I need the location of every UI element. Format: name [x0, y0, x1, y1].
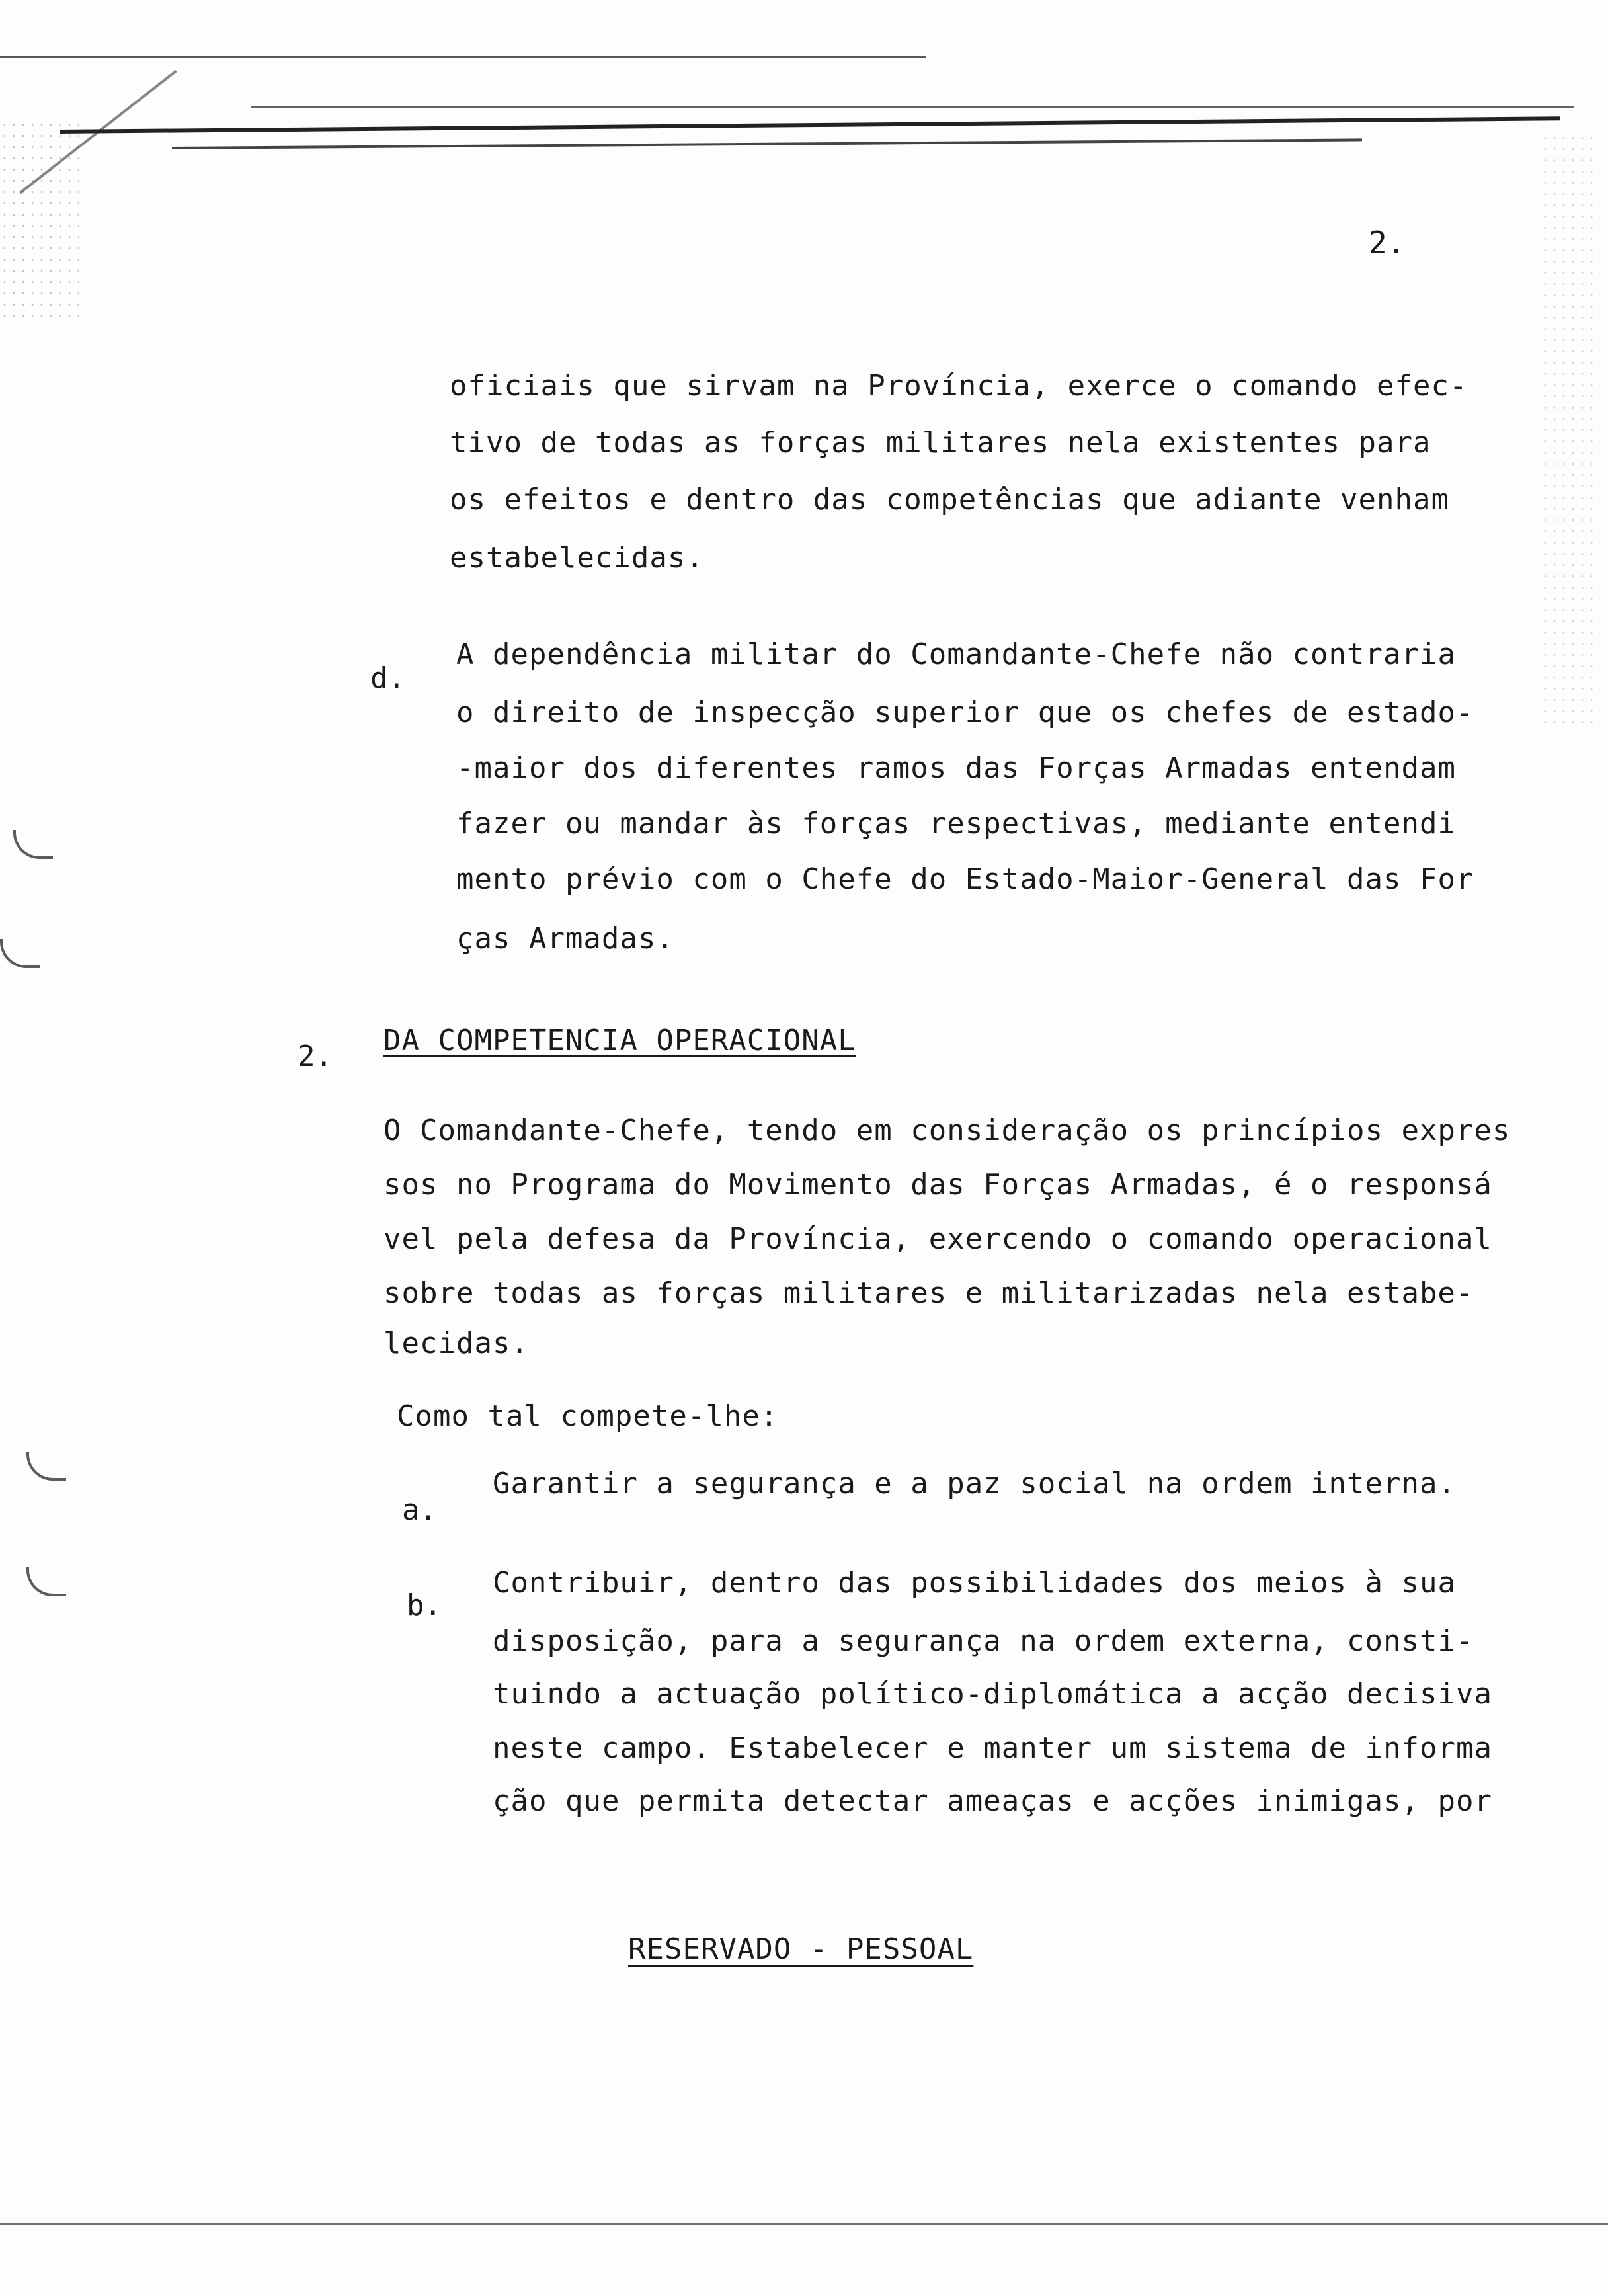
- paragraph-line: disposição, para a segurança na ordem externa, consti-: [493, 1624, 1474, 1658]
- scan-noise: [1541, 132, 1600, 727]
- section-number: 2.: [298, 1040, 333, 1073]
- paragraph-line: estabelecidas.: [450, 541, 704, 575]
- paragraph-line: oficiais que sirvam na Província, exerce o comando efec-: [450, 369, 1468, 403]
- paragraph-line: mento prévio com o Chefe do Estado-Maior-General das For: [456, 862, 1474, 896]
- paragraph-line: tivo de todas as forças militares nela existentes para: [450, 426, 1431, 460]
- item-marker: b.: [407, 1588, 442, 1622]
- scan-edge-line: [172, 138, 1362, 149]
- paragraph-line: -maior dos diferentes ramos das Forças Armadas entendam: [456, 751, 1456, 785]
- paragraph-line: fazer ou mandar às forças respectivas, mediante entendi: [456, 807, 1456, 840]
- paragraph-line: Contribuir, dentro das possibilidades dos meios à sua: [493, 1566, 1456, 1600]
- paragraph-line: vel pela defesa da Província, exercendo o comando operacional: [383, 1222, 1492, 1256]
- scan-edge-line: [60, 116, 1560, 134]
- punch-hole-mark: [26, 1567, 66, 1596]
- scan-noise: [0, 119, 79, 317]
- paragraph-line: A dependência militar do Comandante-Chefe não contraria: [456, 637, 1456, 671]
- paragraph-line: tuindo a actuação político-diplomática a acção decisiva: [493, 1677, 1492, 1711]
- punch-hole-mark: [26, 1452, 66, 1481]
- paragraph-line: ças Armadas.: [456, 922, 674, 956]
- page-number: 2.: [1369, 225, 1406, 261]
- paragraph-line: lecidas.: [383, 1327, 529, 1360]
- scan-edge-line: [251, 106, 1574, 108]
- scan-edge-line: [0, 56, 926, 58]
- paragraph-line: sos no Programa do Movimento das Forças Armadas, é o responsá: [383, 1168, 1492, 1202]
- punch-hole-mark: [13, 830, 53, 859]
- punch-hole-mark: [0, 939, 40, 968]
- item-marker: d.: [370, 661, 405, 695]
- classification-footer: RESERVADO - PESSOAL: [628, 1932, 974, 1966]
- paragraph-line: os efeitos e dentro das competências que adiante venham: [450, 483, 1449, 516]
- item-marker: a.: [402, 1493, 437, 1527]
- paragraph-line: Garantir a segurança e a paz social na ordem interna.: [493, 1467, 1456, 1500]
- paragraph-line: neste campo. Estabelecer e manter um sistema de informa: [493, 1731, 1492, 1765]
- paragraph-line: sobre todas as forças militares e militarizadas nela estabe-: [383, 1276, 1474, 1310]
- paragraph-line: ção que permita detectar ameaças e acções inimigas, por: [493, 1784, 1492, 1818]
- paragraph-line: o direito de inspecção superior que os chefes de estado-: [456, 696, 1474, 729]
- section-heading: DA COMPETENCIA OPERACIONAL: [383, 1024, 856, 1057]
- lead-in-line: Como tal compete-lhe:: [397, 1399, 779, 1433]
- scan-edge-line: [0, 2223, 1608, 2225]
- paragraph-line: O Comandante-Chefe, tendo em consideração os princípios expres: [383, 1114, 1511, 1147]
